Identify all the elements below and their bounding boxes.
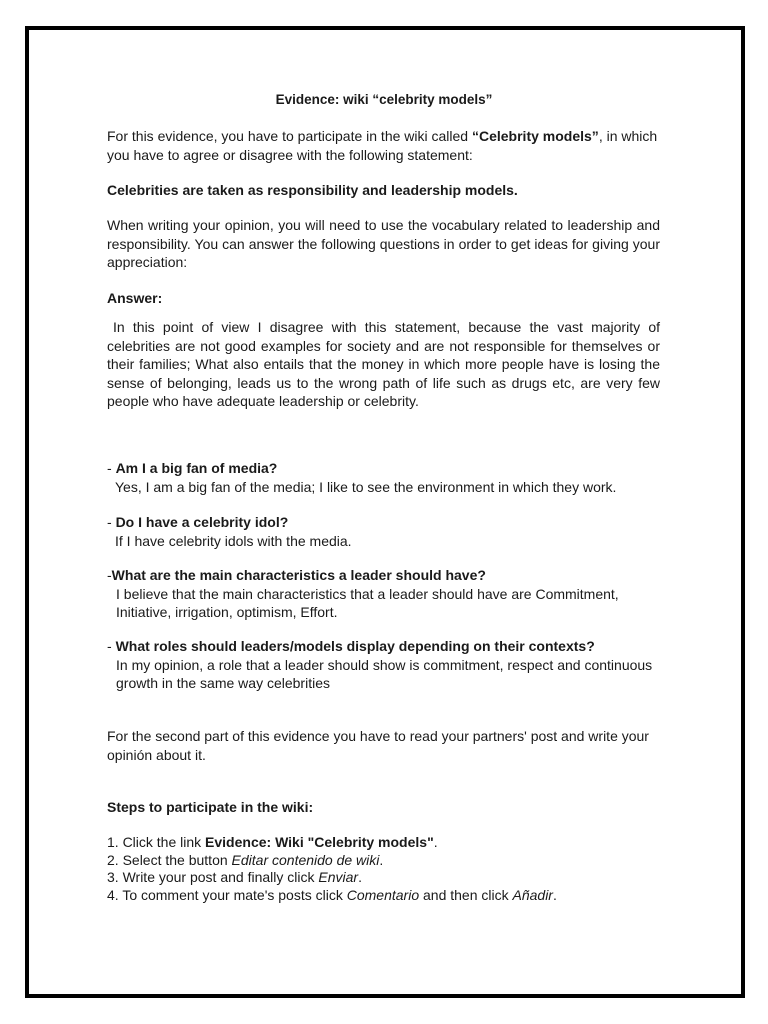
question-text: What are the main characteristics a leader should have? xyxy=(111,567,486,583)
answer-label: Answer: xyxy=(107,290,163,306)
wiki-name: “Celebrity models” xyxy=(471,128,599,144)
statement: Celebrities are taken as responsibility and leadership models. xyxy=(107,182,518,198)
question-block-2: - Do I have a celebrity idol? If I have celebrity idols with the media. xyxy=(107,513,660,550)
steps-title: Steps to participate in the wiki: xyxy=(107,799,314,815)
steps-list xyxy=(107,834,660,904)
answer-paragraph: In this point of view I disagree with this statement, because the vast majority of celebrities are not good examples for society and are not responsible for themselves or their families; What also entails that the money in which more people have is losing the sense of belonging, leads us to the wrong path of life such as drugs etc, are very few people who have adequate leadership or celebrity. xyxy=(107,319,660,409)
question-block-3: -What are the main characteristics a leader should have? I believe that the main characteristics that a leader should have are Commitment, Initiative, irrigation, optimism, Effort. xyxy=(107,566,660,622)
question-answer: In my opinion, a role that a leader should show is commitment, respect and continuous growth in the same way celebrities xyxy=(116,656,653,691)
question-block-4: - What roles should leaders/models display depending on their contexts? In my opinion, a role that a leader should show is commitment, respect and continuous growth in the same way celebrities xyxy=(107,637,660,693)
add-button-name: Añadir xyxy=(512,886,553,903)
intro-paragraph: For this evidence, you have to participate in the wiki called “Celebrity models”, in which you have to agree or disagree with the following statement: xyxy=(107,128,658,163)
step-2: 2. Select the button Editar contenido de wiki. xyxy=(107,851,384,868)
question-block-1: - Am I a big fan of media? Yes, I am a big fan of the media; I like to see the environment in which they work. xyxy=(107,459,660,496)
question-text: Do I have a celebrity idol? xyxy=(115,514,289,530)
evidence-wiki-link[interactable]: Evidence: Wiki "Celebrity models" xyxy=(205,834,434,850)
question-text: What roles should leaders/models display depending on their contexts? xyxy=(115,638,595,654)
step-3: 3. Write your post and finally click Enviar. xyxy=(107,869,362,885)
step-1: 1. Click the link Evidence: Wiki "Celebrity models". xyxy=(107,834,438,850)
step-4: 4. To comment your mate's posts click Comentario and then click Añadir. xyxy=(107,886,557,903)
page-title: Evidence: wiki “celebrity models” xyxy=(275,92,493,107)
question-answer: I believe that the main characteristics that a leader should have are Commitment, Initiative, irrigation, optimism, Effort. xyxy=(116,585,619,620)
second-part-paragraph: For the second part of this evidence you have to read your partners' post and write your opinión about it. xyxy=(107,728,649,763)
comment-button-name: Comentario xyxy=(346,886,420,903)
question-answer: If I have celebrity idols with the media. xyxy=(115,532,352,549)
send-button-name: Enviar xyxy=(318,869,359,885)
edit-wiki-button-name: Editar contenido de wiki xyxy=(231,851,380,868)
question-answer: Yes, I am a big fan of the media; I like to see the environment in which they work. xyxy=(115,478,617,495)
instructions-paragraph: When writing your opinion, you will need to use the vocabulary related to leadership and responsibility. You can answer the following questions in order to get ideas for giving your appreciation: xyxy=(107,217,660,270)
question-text: Am I a big fan of media? xyxy=(115,460,278,476)
